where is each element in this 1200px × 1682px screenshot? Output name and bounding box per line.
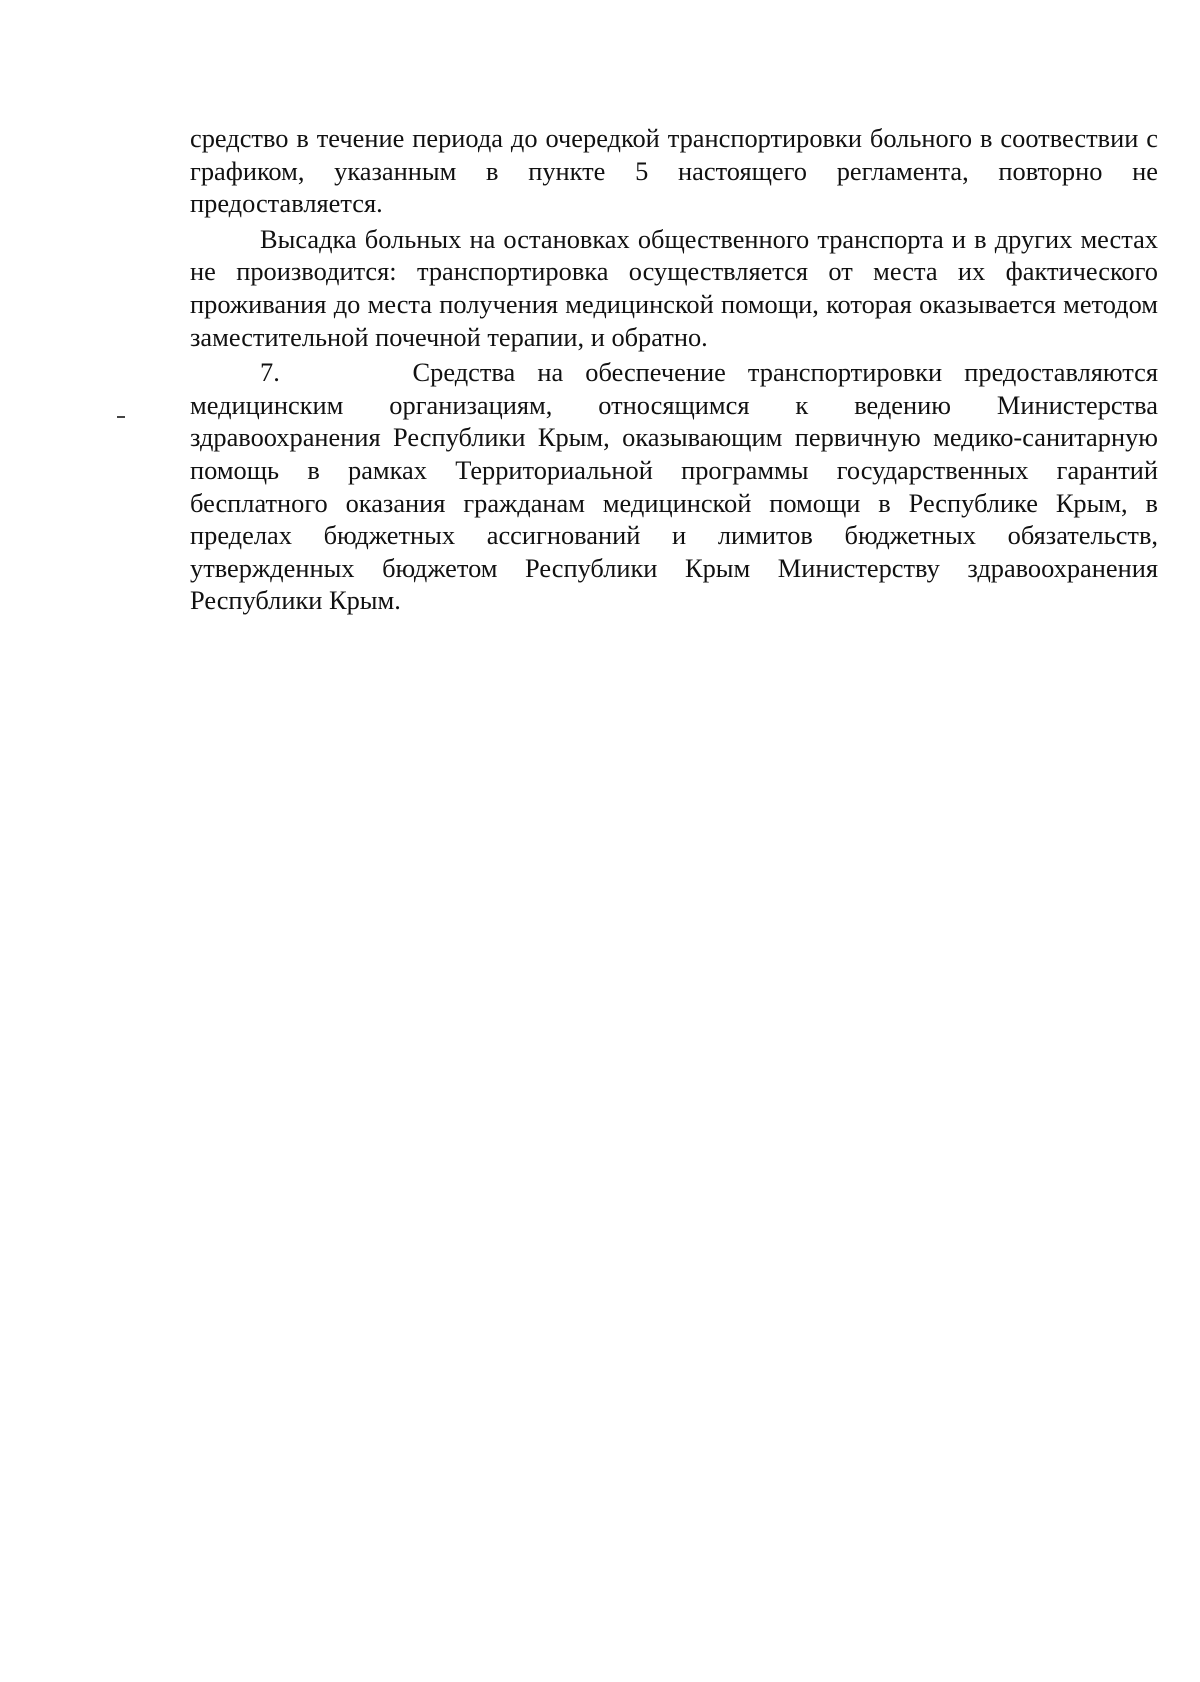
paragraph-item-7: 7. Средства на обеспечение транспортировки предоставляются медицинским организациям, относящимся к ведению Министерства здравоохранения Республики Крым, оказывающим первичную медико-санитарную помощь в рамках Территориальной программы государственных гарантий бесплатного оказания гражданам медицинской помощи в Республике Крым, в пределах бюджетных ассигнований и лимитов бюджетных обязательств, утвержденных бюджетом Республики Крым Министерству здравоохранения Республики Крым.: [190, 357, 1158, 616]
document-body: [190, 122, 1158, 617]
paragraph-continuation: средство в течение периода до очередкой транспортировки больного в соотвествии с графиком, указанным в пункте 5 настоящего регламента, повторно не предоставляется.: [190, 123, 1158, 219]
margin-mark: [117, 416, 125, 418]
paragraph-disembarkation: Высадка больных на остановках общественного транспорта и в других местах не производится: транспортировка осуществляется от места их фактического проживания до места получения медицинской помощи, которая оказывается методом заместительной почечной терапии, и обратно.: [190, 223, 1158, 352]
